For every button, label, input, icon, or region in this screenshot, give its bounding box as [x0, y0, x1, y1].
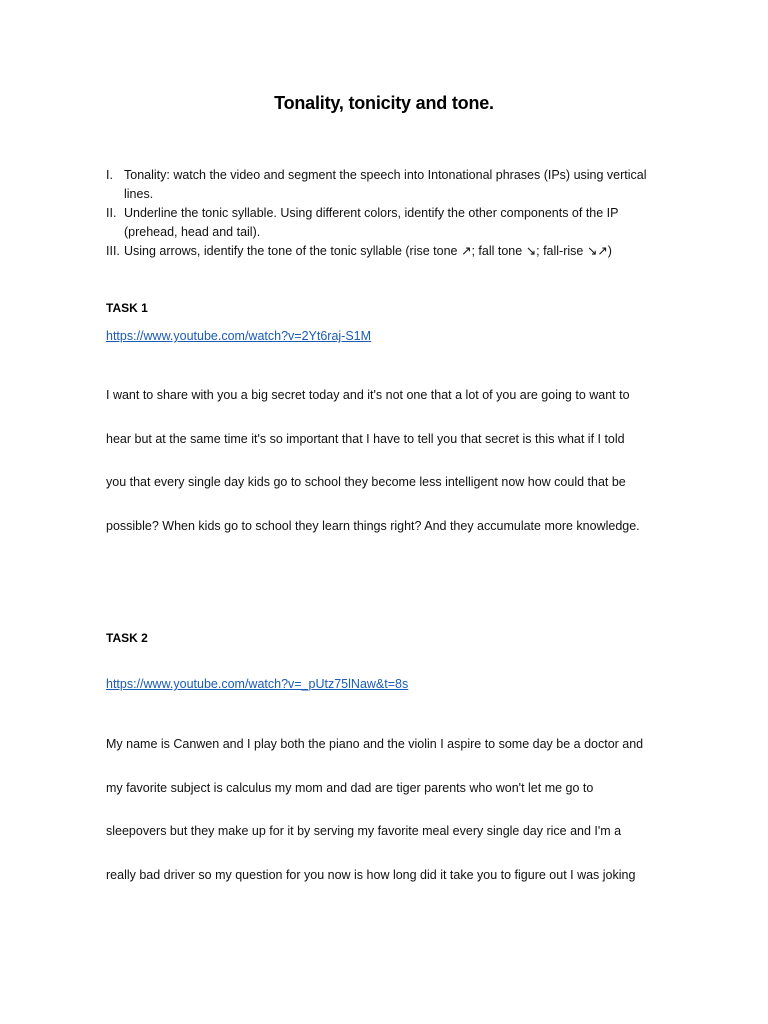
task-1-label: TASK 1 [106, 301, 148, 315]
transcript-line: My name is Canwen and I play both the piano and the violin I aspire to some day be a doctor and [106, 737, 644, 751]
transcript-line: you that every single day kids go to school they become less intelligent now how could that be [106, 475, 626, 489]
instruction-list [106, 166, 666, 261]
instruction-text: lines. [124, 187, 154, 201]
instruction-item [106, 166, 666, 204]
instruction-number: I. [106, 168, 113, 182]
instruction-text: Tonality: watch the video and segment the speech into Intonational phrases (IPs) using vertical [124, 168, 647, 182]
instruction-item [106, 204, 666, 242]
transcript-line: I want to share with you a big secret today and it's not one that a lot of you are going to want to [106, 388, 630, 402]
task-2-transcript [106, 735, 666, 909]
task-2-label: TASK 2 [106, 631, 148, 645]
transcript-line: really bad driver so my question for you now is how long did it take you to figure out I was joking [106, 867, 636, 882]
transcript-line: hear but at the same time it's so important that I have to tell you that secret is this what if I told [106, 431, 625, 446]
instruction-item [106, 242, 666, 261]
transcript-line: possible? When kids go to school they learn things right? And they accumulate more knowledge. [106, 518, 640, 533]
document-title: Tonality, tonicity and tone. [274, 93, 494, 113]
transcript-line: sleepovers but they make up for it by serving my favorite meal every single day rice and I'm a [106, 824, 622, 838]
instruction-text: Underline the tonic syllable. Using different colors, identify the other components of the IP [124, 206, 619, 220]
task-1-transcript [106, 386, 666, 560]
instruction-text: (prehead, head and tail). [124, 225, 261, 239]
instruction-number: III. [106, 244, 120, 258]
transcript-line: my favorite subject is calculus my mom and dad are tiger parents who won't let me go to [106, 780, 594, 795]
task-1-video-link[interactable]: https://www.youtube.com/watch?v=2Yt6raj-S1M [106, 329, 372, 343]
instruction-number: II. [106, 206, 117, 220]
instruction-text: Using arrows, identify the tone of the tonic syllable (rise tone ↗; fall tone ↘; fall-rise ↘↗) [124, 244, 612, 258]
task-2-video-link[interactable]: https://www.youtube.com/watch?v=_pUtz75lNaw&t=8s [106, 677, 409, 691]
